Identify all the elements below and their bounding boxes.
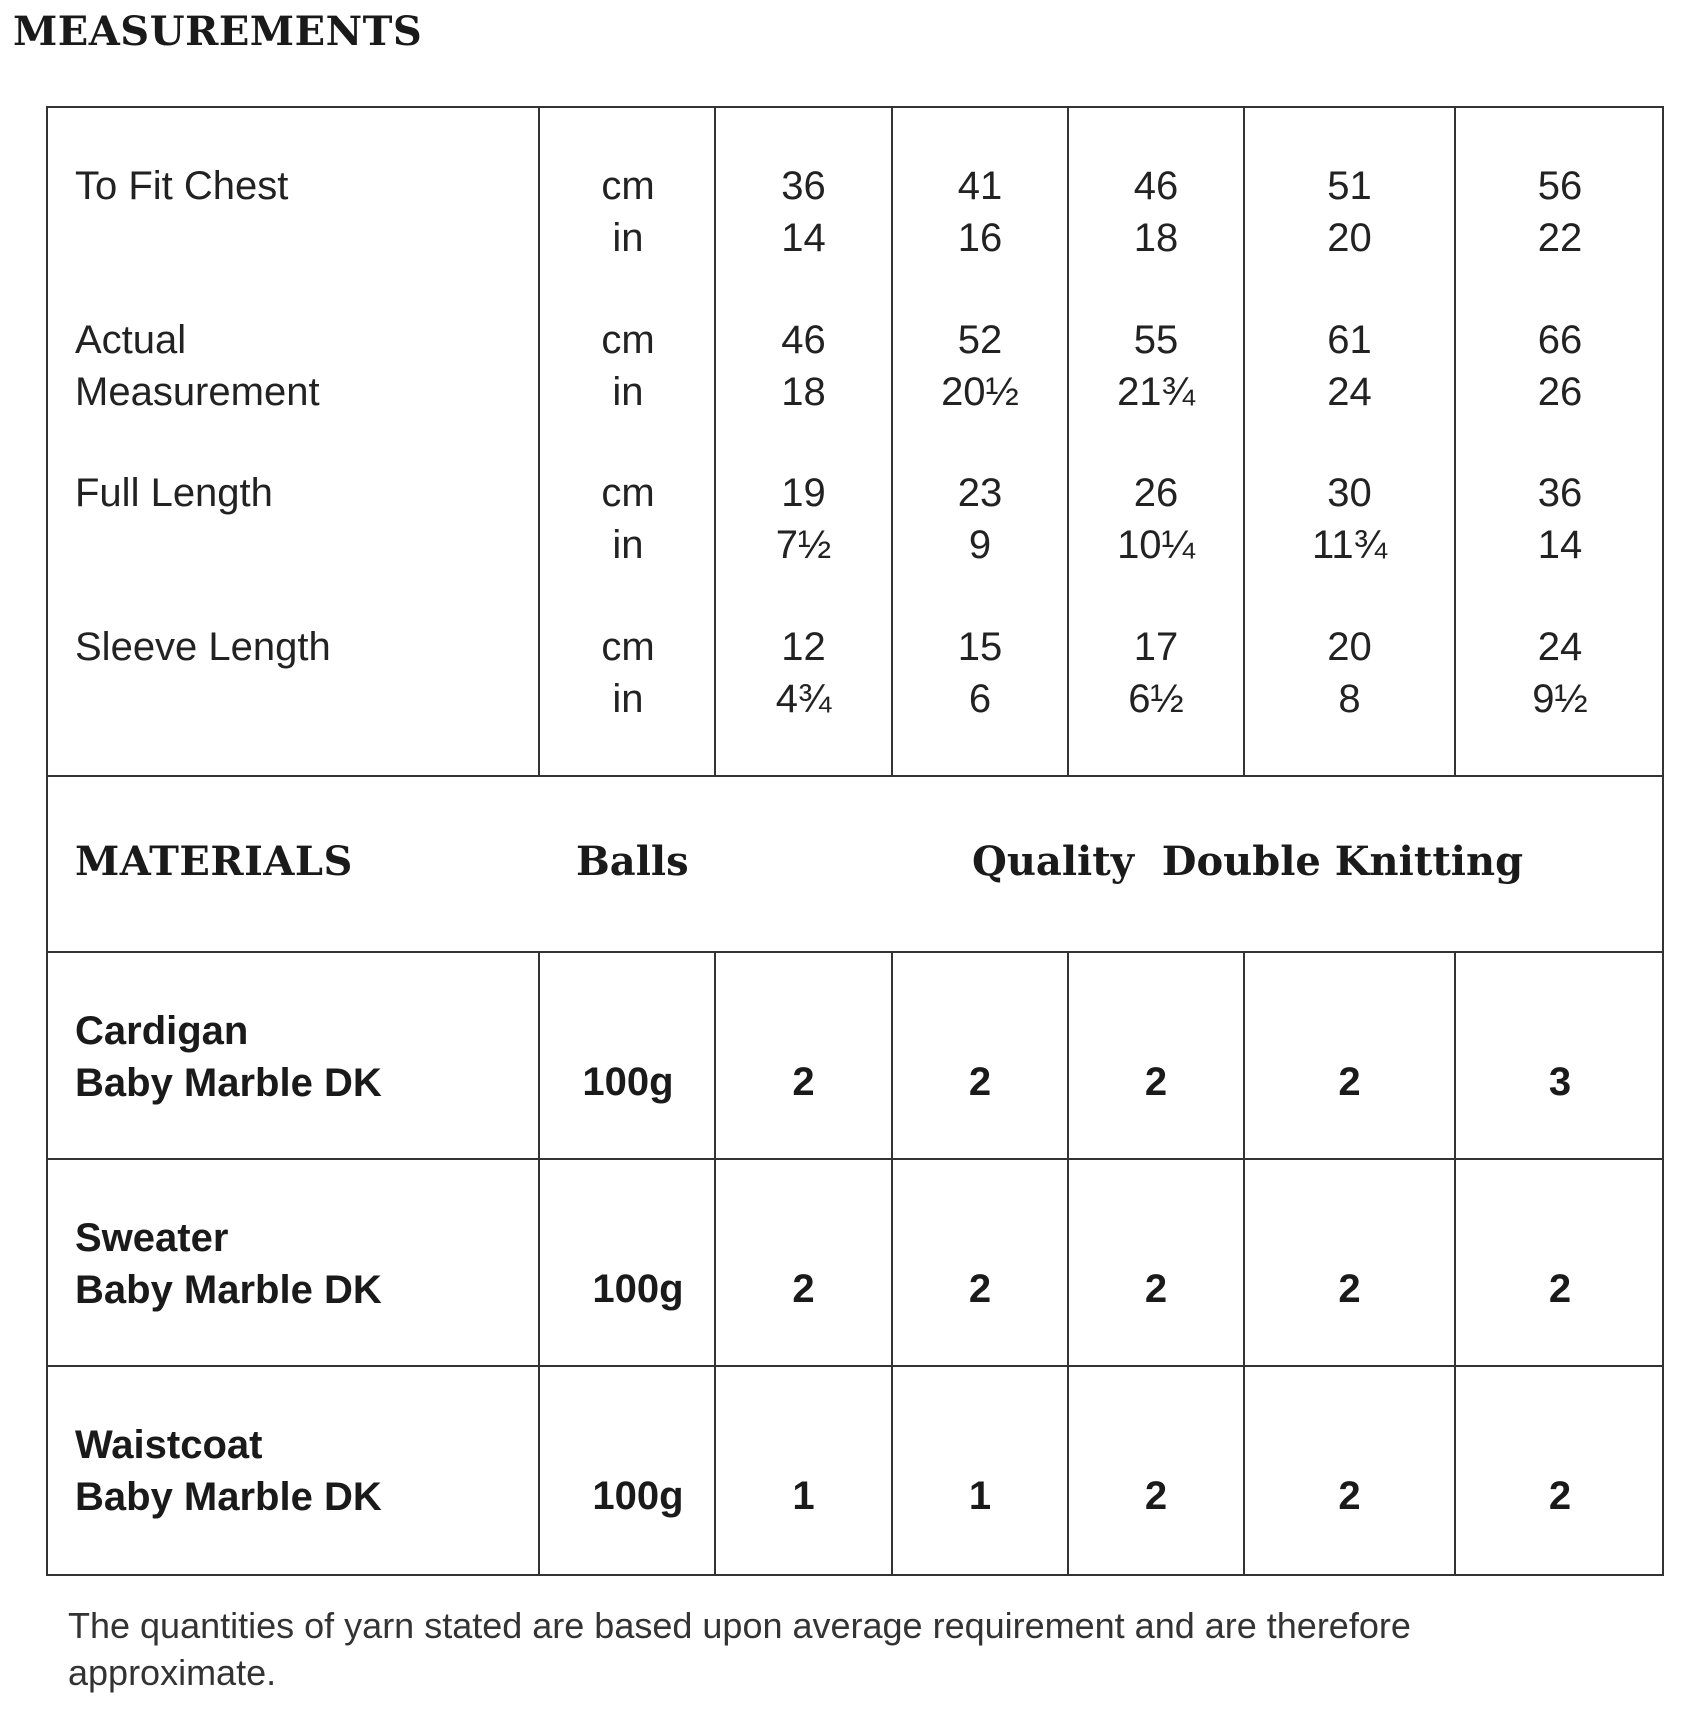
table-cell	[716, 314, 891, 418]
quantity-cell: 1	[968, 1474, 992, 1518]
in-value: 18	[781, 370, 826, 414]
table-cell	[1456, 621, 1664, 725]
cm-value: 17	[1133, 625, 1179, 669]
in-value: 20	[1327, 216, 1372, 260]
table-divider	[46, 951, 1664, 953]
yarn-name: Baby Marble DK	[75, 1475, 382, 1519]
cm-value: 66	[1537, 318, 1583, 362]
table-cell	[716, 621, 891, 725]
balls-heading: Balls	[576, 838, 689, 885]
in-value: 11¾	[1312, 523, 1387, 567]
unit-cm: cm	[601, 471, 655, 515]
table-cell	[716, 160, 891, 264]
table-cell	[1456, 314, 1664, 418]
table-cell	[1069, 621, 1243, 725]
cm-value: 46	[781, 318, 826, 362]
cm-value: 36	[781, 164, 826, 208]
in-value: 22	[1537, 216, 1583, 260]
in-value: 7½	[775, 523, 832, 567]
cm-value: 36	[1537, 471, 1583, 515]
in-value: 10¼	[1117, 523, 1195, 567]
ball-weight: 100g	[592, 1267, 684, 1311]
yarn-name: Baby Marble DK	[75, 1061, 382, 1105]
table-cell	[1245, 621, 1454, 725]
unit-cell	[540, 160, 716, 264]
in-value: 4¾	[775, 677, 832, 721]
quantity-cell: 2	[1338, 1267, 1361, 1311]
cm-value: 61	[1327, 318, 1372, 362]
table-divider	[46, 775, 1664, 777]
table-cell	[1069, 160, 1243, 264]
in-value: 24	[1327, 370, 1372, 414]
quantity-cell: 2	[1548, 1474, 1572, 1518]
quantity-cell: 2	[968, 1267, 992, 1311]
garment-label-cardigan	[75, 1005, 382, 1109]
garment-name: Waistcoat	[75, 1423, 263, 1467]
cm-value: 55	[1133, 318, 1179, 362]
cm-value: 30	[1327, 471, 1372, 515]
yarn-name: Baby Marble DK	[75, 1268, 382, 1312]
cm-value: 23	[957, 471, 1003, 515]
in-value: 9½	[1532, 677, 1588, 721]
table-cell	[893, 621, 1067, 725]
table-cell	[1245, 314, 1454, 418]
cm-value: 46	[1133, 164, 1179, 208]
unit-cm: cm	[601, 625, 655, 669]
page-title: MEASUREMENTS	[13, 8, 423, 55]
in-value: 6½	[1128, 677, 1184, 721]
quality-heading: Quality Double Knitting	[972, 838, 1524, 885]
in-value: 21¾	[1117, 370, 1195, 414]
materials-heading: MATERIALS	[75, 838, 353, 885]
quantity-cell: 2	[792, 1060, 815, 1104]
table-divider	[46, 1158, 1664, 1160]
garment-name: Sweater	[75, 1216, 229, 1260]
table-divider	[46, 1365, 1664, 1367]
cm-value: 12	[781, 625, 826, 669]
table-cell	[716, 467, 891, 571]
quantity-cell: 1	[792, 1474, 815, 1518]
unit-in: in	[612, 370, 644, 414]
row-label-full-length: Full Length	[75, 471, 273, 515]
table-cell	[1069, 467, 1243, 571]
in-value: 9	[968, 523, 992, 567]
unit-in: in	[612, 216, 644, 260]
row-label-to-fit-chest: To Fit Chest	[75, 164, 289, 208]
in-value: 14	[1537, 523, 1583, 567]
column-divider	[538, 951, 540, 1576]
unit-cell	[540, 621, 716, 725]
table-cell	[1245, 467, 1454, 571]
cm-value: 20	[1327, 625, 1372, 669]
table-cell	[893, 467, 1067, 571]
unit-cm: cm	[601, 318, 655, 362]
table-cell	[1069, 314, 1243, 418]
quantity-cell: 2	[1144, 1474, 1168, 1518]
cm-value: 24	[1537, 625, 1583, 669]
table-cell	[893, 160, 1067, 264]
quantity-cell: 2	[1144, 1267, 1168, 1311]
quantity-cell: 3	[1548, 1060, 1572, 1104]
cm-value: 26	[1133, 471, 1179, 515]
table-cell	[1245, 160, 1454, 264]
cm-value: 15	[957, 625, 1003, 669]
unit-in: in	[612, 523, 644, 567]
cm-value: 56	[1537, 164, 1583, 208]
in-value: 18	[1133, 216, 1179, 260]
in-value: 6	[968, 677, 992, 721]
table-cell	[1456, 160, 1664, 264]
cm-value: 52	[957, 318, 1003, 362]
in-value: 14	[781, 216, 826, 260]
footnote: The quantities of yarn stated are based upon average requirement and are therefore approximate.	[68, 1605, 1411, 1693]
quantity-cell: 2	[792, 1267, 815, 1311]
quantity-cell: 2	[1338, 1474, 1361, 1518]
garment-label-waistcoat	[75, 1419, 382, 1523]
in-value: 16	[957, 216, 1003, 260]
row-label-actual-measurement: Actual Measurement	[75, 318, 320, 414]
unit-cell	[540, 314, 716, 418]
quantity-cell: 2	[1338, 1060, 1361, 1104]
row-label-sleeve-length: Sleeve Length	[75, 625, 331, 669]
table-cell	[893, 314, 1067, 418]
unit-cm: cm	[601, 164, 655, 208]
cm-value: 51	[1327, 164, 1372, 208]
in-value: 8	[1338, 677, 1361, 721]
in-value: 26	[1537, 370, 1583, 414]
cm-value: 19	[781, 471, 826, 515]
ball-weight: 100g	[592, 1474, 684, 1518]
quantity-cell: 2	[968, 1060, 992, 1104]
quantity-cell: 2	[1548, 1267, 1572, 1311]
unit-in: in	[612, 677, 644, 721]
garment-label-sweater	[75, 1212, 382, 1316]
garment-name: Cardigan	[75, 1009, 249, 1053]
cm-value: 41	[957, 164, 1003, 208]
in-value: 20½	[941, 370, 1019, 414]
table-cell	[1456, 467, 1664, 571]
unit-cell	[540, 467, 716, 571]
ball-weight: 100g	[582, 1060, 674, 1104]
quantity-cell: 2	[1144, 1060, 1168, 1104]
